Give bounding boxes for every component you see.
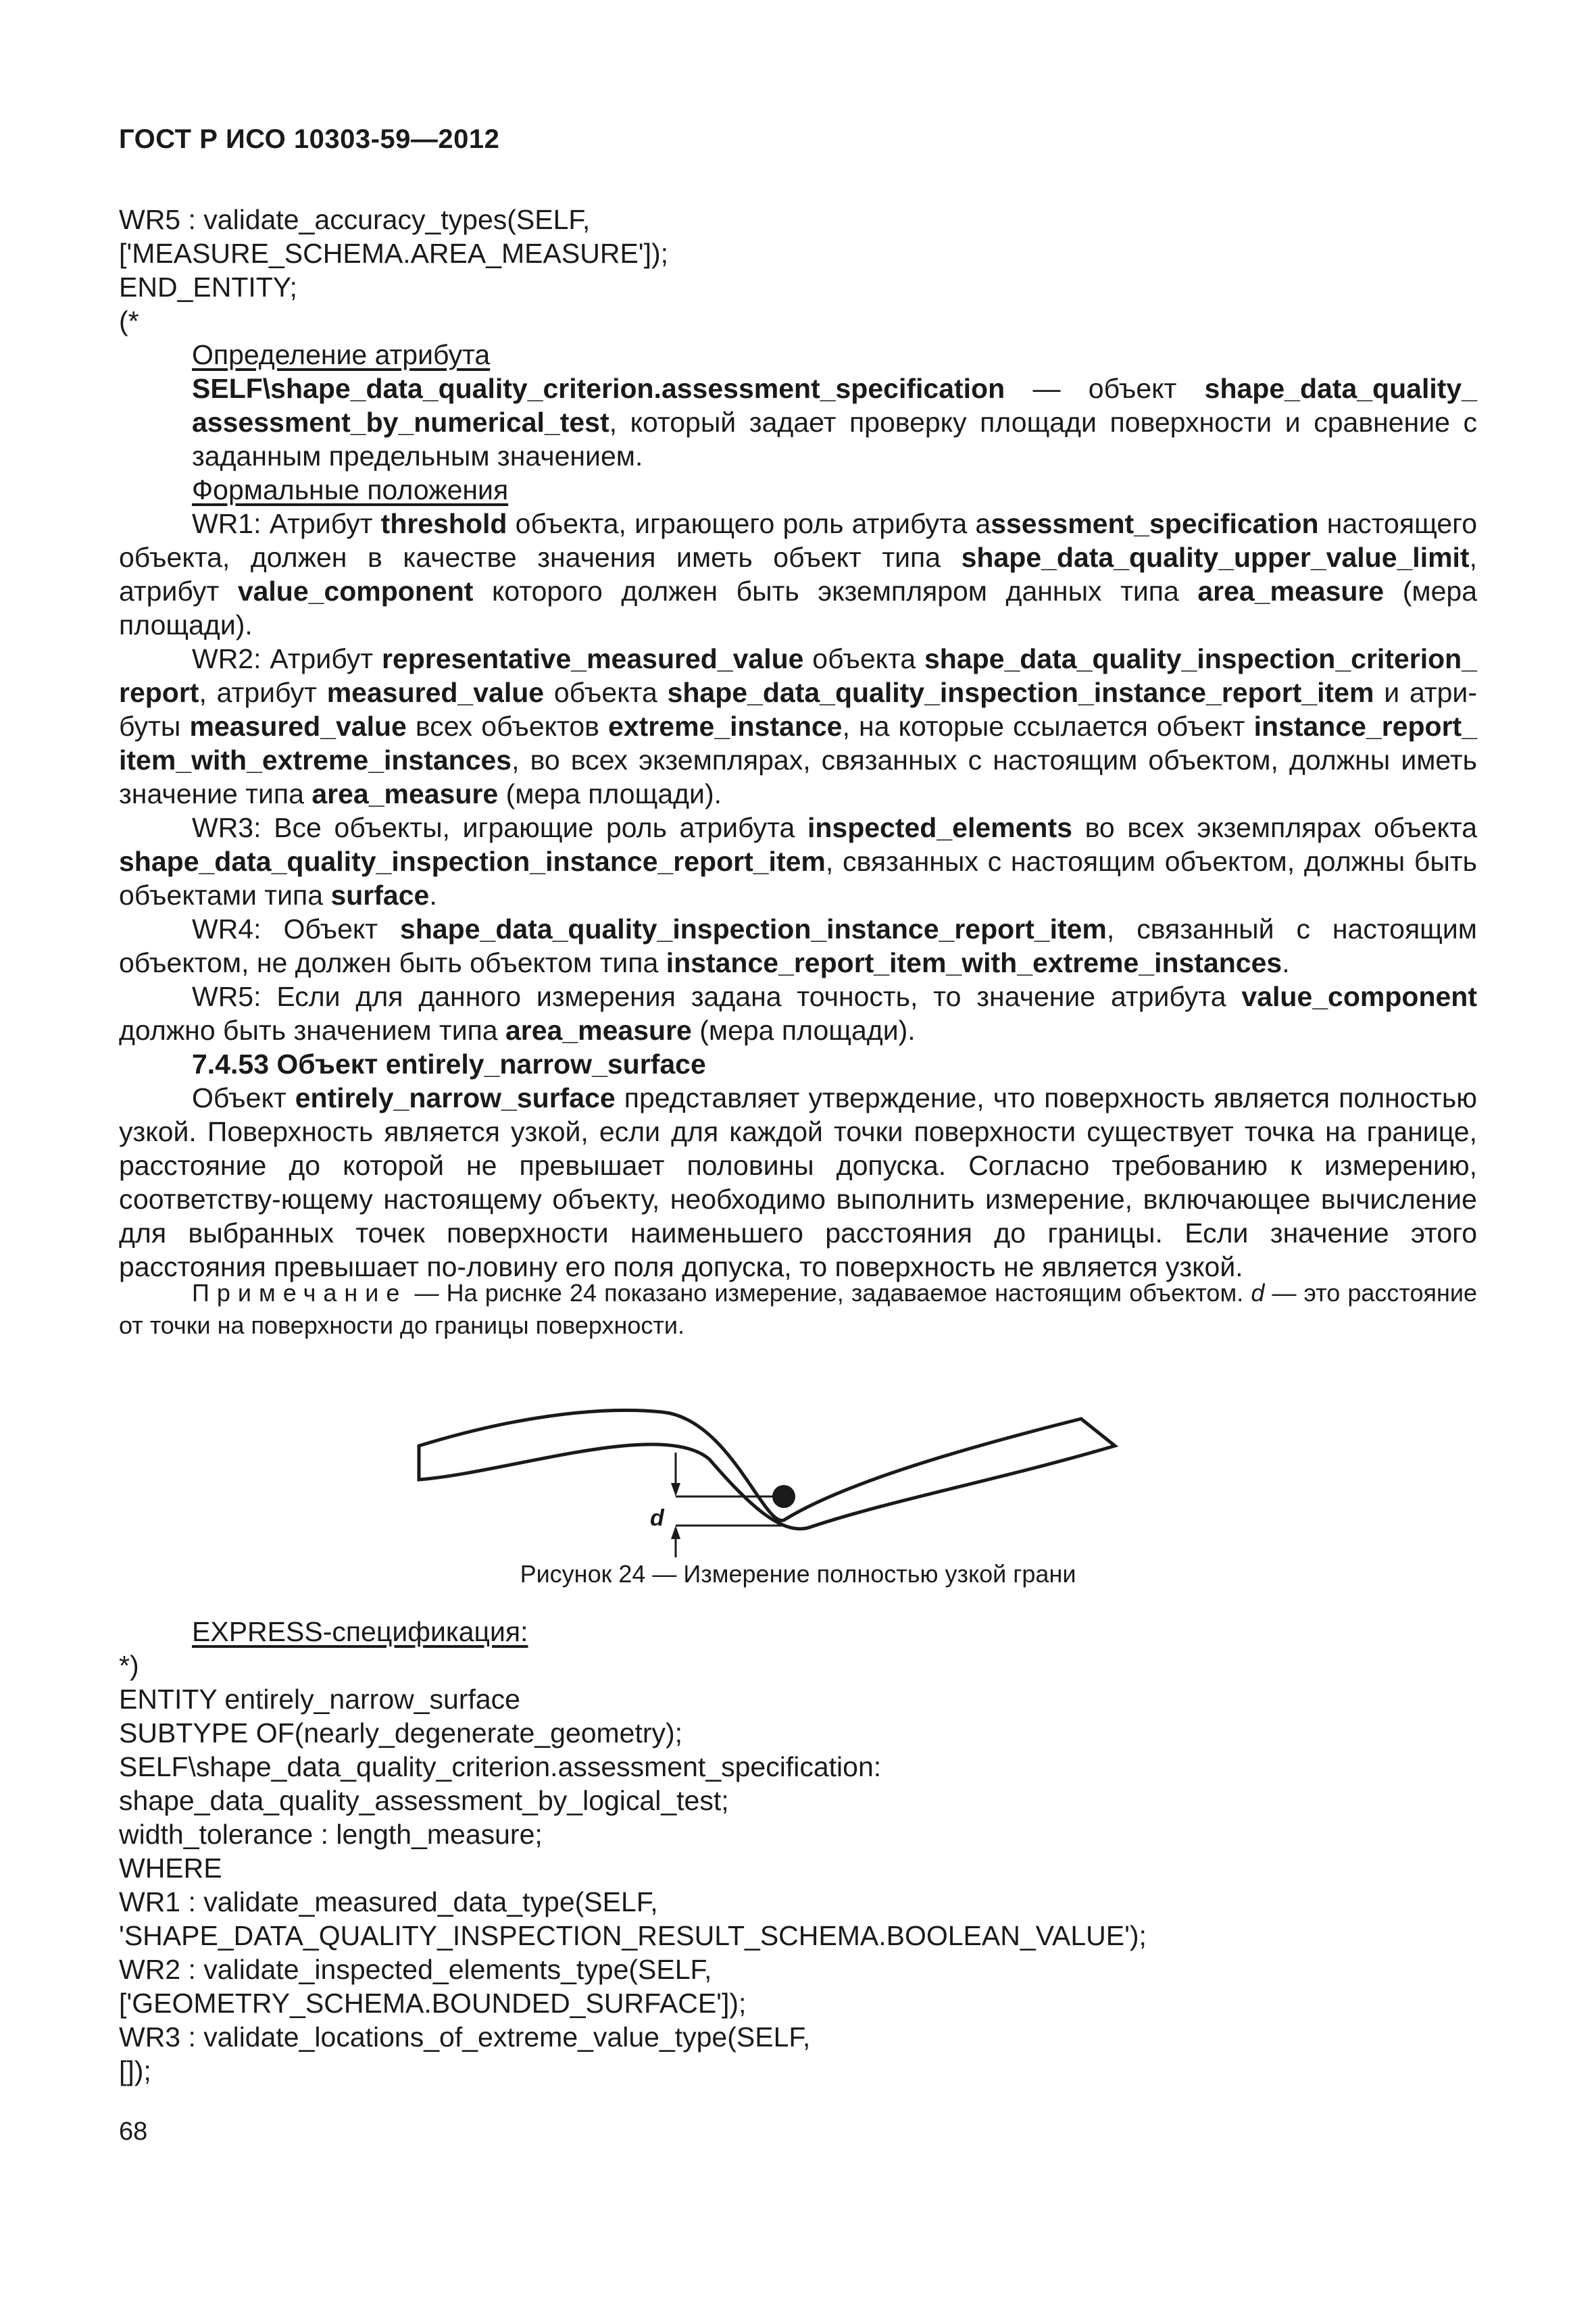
code-line: ENTITY entirely_narrow_surface <box>119 1684 520 1715</box>
wr4-paragraph: WR4: Объект shape_data_quality_inspection_instance_report_item, связанный с настоящим объектом, не должен быть объектом типа instance_report_item_with_extreme_instances. <box>119 913 1477 978</box>
surface-point <box>772 1485 795 1508</box>
formal-propositions-section <box>119 473 1477 1284</box>
code-line: WR1 : validate_measured_data_type(SELF, <box>119 1886 658 1917</box>
document-header: ГОСТ Р ИСО 10303-59—2012 <box>119 124 500 154</box>
express-section <box>119 1615 1477 2088</box>
code-line: SUBTYPE OF(nearly_degenerate_geometry); <box>119 1717 683 1749</box>
code-line: WR2 : validate_inspected_elements_type(SELF, <box>119 1954 712 1985</box>
note-variable: d <box>1251 1279 1265 1307</box>
code-line: *) <box>119 1650 139 1681</box>
formal-propositions-heading: Формальные положения <box>192 474 509 505</box>
attribute-definition-section <box>119 338 1477 473</box>
code-line: ['MEASURE_SCHEMA.AREA_MEASURE']); <box>119 238 669 269</box>
section-heading: 7.4.53 Объект entirely_narrow_surface <box>192 1049 706 1080</box>
attribute-definition-heading: Определение атрибута <box>192 339 491 370</box>
figure-24 <box>405 1378 1216 1568</box>
express-heading: EXPRESS-спецификация: <box>192 1616 528 1647</box>
code-line: []); <box>119 2055 151 2086</box>
wr5-paragraph: WR5: Если для данного измерения задана точность, то значение атрибута value_component должно быть значением типа area_measure (мера площади). <box>119 981 1477 1046</box>
narrow-surface-diagram <box>405 1378 1216 1561</box>
note-label: Примечание <box>192 1279 407 1307</box>
code-line: width_tolerance : length_measure; <box>119 1819 543 1850</box>
d-label: d <box>650 1505 664 1531</box>
code-line: 'SHAPE_DATA_QUALITY_INSPECTION_RESULT_SCHEMA.BOOLEAN_VALUE'); <box>119 1920 1147 1951</box>
code-line: WHERE <box>119 1853 222 1884</box>
code-line: (* <box>119 305 139 336</box>
code-line: SELF\shape_data_quality_criterion.assessment_specification: <box>119 1751 882 1782</box>
code-line: WR3 : validate_locations_of_extreme_value_type(SELF, <box>119 2021 811 2053</box>
top-code-block <box>119 203 1477 338</box>
note-paragraph: Примечание — На риснке 24 показано измерение, задаваемое настоящим объектом. d — это расстояние от точки на поверхности до границы поверхности. <box>119 1279 1478 1339</box>
page-number: 68 <box>119 2117 148 2146</box>
figure-caption: Рисунок 24 — Измерение полностью узкой грани <box>520 1560 1076 1588</box>
code-line: END_ENTITY; <box>119 272 297 303</box>
code-line: ['GEOMETRY_SCHEMA.BOUNDED_SURFACE']); <box>119 1988 747 2019</box>
wr3-paragraph: WR3: Все объекты, играющие роль атрибута inspected_elements во всех экземплярах объекта shape_data_quality_inspection_instance_report_item, связанных с настоящим объектом, должны быть объектами типа surface. <box>119 812 1477 911</box>
bold-term: shape_data_quality_ assessment_by_numerical_test <box>192 373 1477 438</box>
bold-term: SELF\shape_data_quality_criterion.assessment_specification <box>192 373 1005 404</box>
section-paragraph: Объект entirely_narrow_surface представляет утверждение, что поверхность является полностью узкой. Поверхность является узкой, если для каждой точки поверхности существует точка на границе, расстояние до которой не превышает половины допуска. Согласно требованию к измерению, соответству-ющему настоящему объекту, необходимо выполнить измерение, включающее вычисление для выбранных точек поверхности наименьшего расстояния до границы. Если значение этого расстояния превышает по-ловину его поля допуска, то поверхность не является узкой. <box>119 1082 1477 1282</box>
attribute-definition-text: SELF\shape_data_quality_criterion.assessment_specification — объект shape_data_quality_ assessment_by_numerical_test, который задает проверку площади поверхности и сравнение с заданным предельным значением. <box>192 373 1477 472</box>
code-line: shape_data_quality_assessment_by_logical_test; <box>119 1785 729 1816</box>
wr2-paragraph: WR2: Атрибут representative_measured_value объекта shape_data_quality_inspection_criterion_ report, атрибут measured_value объекта shape_data_quality_inspection_instance_report_item и атри-буты measured_value всех объектов extreme_instance, на которые ссылается объект instance_report_ item_with_extreme_instances, во всех экземплярах, связанных с настоящим объектом, должны иметь значение типа area_measure (мера площади). <box>119 643 1477 809</box>
narrow-surface-strip <box>419 1410 1115 1528</box>
wr1-paragraph: WR1: Атрибут threshold объекта, играющего роль атрибута assessment_specification настоящего объекта, должен в качестве значения иметь объект типа shape_data_quality_upper_value_limit, атрибут value_component которого должен быть экземпляром данных типа area_measure (мера площади). <box>119 508 1477 640</box>
code-line: WR5 : validate_accuracy_types(SELF, <box>119 204 591 235</box>
